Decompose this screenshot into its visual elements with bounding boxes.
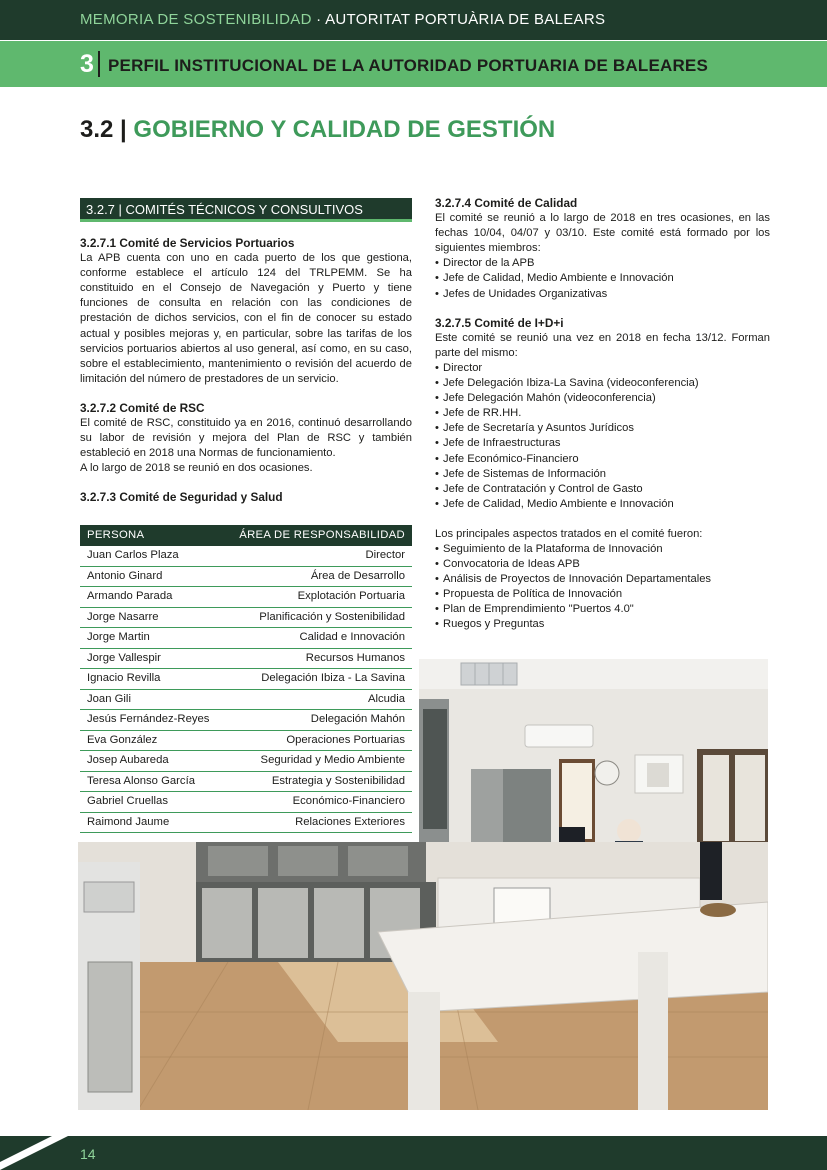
area-cell: Delegación Mahón xyxy=(310,713,405,725)
committee-2-body: El comité de RSC, constituido ya en 2016, continuó desarrollando su labor de revisión y mejora del Plan de RSC y también estableció en 2018 una Normas de funcionamiento. xyxy=(80,417,412,460)
idi-topic-item: • Convocatoria de Ideas APB xyxy=(435,557,770,572)
quality-member-item: • Director de la APB xyxy=(435,256,770,271)
column-person: PERSONA xyxy=(87,529,145,541)
table-row xyxy=(80,669,412,690)
committee-1-heading: 3.2.7.1 Comité de Servicios Portuarios xyxy=(80,236,295,250)
idi-member-item: • Jefe de Secretaría y Asuntos Jurídicos xyxy=(435,421,770,436)
authority-name: AUTORITAT PORTUÀRIA DE BALEARS xyxy=(325,11,606,28)
table-row xyxy=(80,690,412,711)
idi-member-item: • Jefe Delegación Mahón (videoconferencia) xyxy=(435,391,770,406)
committee-1-body: La APB cuenta con uno en cada puerto de los que gestiona, conforme establece el artículo 124 del TRLPEMM. Se ha constituido en el Consejo de Navegación y Puerto y tiene funciones de consulta en relación con las condiciones de prestación de dichos servicios, con el fin de conocer su estado actual y posibles mejoras y, en particular, sobre las tarifas de los servicios portuarios abiertos al uso general, así como, en su caso, sobre el establecimiento, mantenimiento o revisión del acuerdo de limitación del número de prestadores de un servicio. xyxy=(80,252,412,385)
area-cell: Seguridad y Medio Ambiente xyxy=(260,754,405,766)
area-cell: Planificación y Sostenibilidad xyxy=(259,610,405,623)
quality-member-item: • Jefe de Calidad, Medio Ambiente e Innovación xyxy=(435,271,770,286)
table-row xyxy=(80,772,412,793)
safety-committee-table xyxy=(80,525,412,833)
idi-member-item: • Jefe de Calidad, Medio Ambiente e Innovación xyxy=(435,497,770,512)
top-header-bar xyxy=(0,0,827,40)
table-row xyxy=(80,813,412,834)
person-cell: Antonio Ginard xyxy=(87,569,163,582)
section-number: 3.2 | xyxy=(80,116,127,143)
person-cell: Josep Aubareda xyxy=(87,754,169,766)
person-cell: Jesús Fernández-Reyes xyxy=(87,713,210,725)
table-row xyxy=(80,567,412,588)
idi-member-item: • Jefe de Sistemas de Información xyxy=(435,467,770,482)
idi-topics-list xyxy=(435,542,770,633)
office-photo-main xyxy=(78,842,768,1110)
committee-4-body: El comité se reunió a lo largo de 2018 en tres ocasiones, en las fechas 10/04, 04/07 y 03/10. Este comité está formado por los siguientes miembros: xyxy=(435,212,770,255)
committee-4-heading: 3.2.7.4 Comité de Calidad xyxy=(435,196,578,210)
right-column xyxy=(435,196,770,633)
area-cell: Alcudia xyxy=(367,692,405,705)
column-area: ÁREA DE RESPONSABILIDAD xyxy=(239,529,405,541)
chapter-number: 3 xyxy=(80,50,94,78)
idi-topic-item: • Análisis de Proyectos de Innovación Departamentales xyxy=(435,572,770,587)
table-row xyxy=(80,608,412,629)
idi-member-item: • Jefe de RR.HH. xyxy=(435,406,770,421)
idi-topic-item: • Ruegos y Preguntas xyxy=(435,617,770,632)
area-cell: Estrategia y Sostenibilidad xyxy=(271,774,405,787)
idi-member-item: • Jefe de Contratación y Control de Gasto xyxy=(435,482,770,497)
footer-accent xyxy=(0,1136,90,1170)
idi-topic-item: • Plan de Emprendimiento "Puertos 4.0" xyxy=(435,602,770,617)
area-cell: Recursos Humanos xyxy=(305,651,405,664)
table-row xyxy=(80,546,412,567)
committee-2-body-2: A lo largo de 2018 se reunió en dos ocasiones. xyxy=(80,462,313,475)
table-header xyxy=(80,525,412,546)
idi-member-item: • Director xyxy=(435,361,770,376)
table-row xyxy=(80,751,412,772)
topics-intro: Los principales aspectos tratados en el comité fueron: xyxy=(435,527,703,540)
idi-member-item: • Jefe Económico-Financiero xyxy=(435,452,770,467)
person-cell: Joan Gili xyxy=(87,692,131,705)
table-row xyxy=(80,628,412,649)
area-cell: Delegación Ibiza - La Savina xyxy=(261,672,405,684)
table-row xyxy=(80,587,412,608)
person-cell: Jorge Martin xyxy=(87,631,150,643)
table-body xyxy=(80,546,412,833)
person-cell: Ignacio Revilla xyxy=(87,672,161,684)
table-row xyxy=(80,710,412,731)
committee-5-heading: 3.2.7.5 Comité de I+D+i xyxy=(435,315,564,330)
person-cell: Juan Carlos Plaza xyxy=(87,549,179,561)
area-cell: Calidad e Innovación xyxy=(299,631,405,643)
idi-member-item: • Jefe de Infraestructuras xyxy=(435,436,770,451)
committee-2-heading: 3.2.7.2 Comité de RSC xyxy=(80,400,205,415)
person-cell: Jorge Vallespir xyxy=(87,651,161,664)
table-row xyxy=(80,792,412,813)
chapter-title: PERFIL INSTITUCIONAL DE LA AUTORIDAD PORTUARIA DE BALEARES xyxy=(108,56,709,75)
page-number: 14 xyxy=(80,1146,96,1162)
office-photo-main-image xyxy=(78,842,768,1110)
area-cell: Área de Desarrollo xyxy=(310,569,405,582)
chapter-bar xyxy=(0,41,827,87)
quality-members-list xyxy=(435,256,770,301)
person-cell: Armando Parada xyxy=(87,590,173,602)
report-title xyxy=(80,11,605,28)
quality-member-item: • Jefes de Unidades Organizativas xyxy=(435,287,770,302)
idi-members-list xyxy=(435,361,770,512)
table-row xyxy=(80,649,412,670)
person-cell: Eva González xyxy=(87,733,158,746)
area-cell: Operaciones Portuarias xyxy=(286,733,405,746)
committee-3-heading: 3.2.7.3 Comité de Seguridad y Salud xyxy=(80,490,283,505)
area-cell: Relaciones Exteriores xyxy=(295,815,405,828)
section-name: GOBIERNO Y CALIDAD DE GESTIÓN xyxy=(133,116,556,143)
person-cell: Gabriel Cruellas xyxy=(87,795,168,807)
area-cell: Director xyxy=(365,549,405,561)
header-separator: · xyxy=(311,11,326,28)
idi-member-item: • Jefe Delegación Ibiza-La Savina (videoconferencia) xyxy=(435,376,770,391)
section-title xyxy=(80,116,555,144)
committee-5-body: Este comité se reunió una vez en 2018 en fecha 13/12. Forman parte del mismo: xyxy=(435,331,770,359)
subsection-header: 3.2.7 | COMITÉS TÉCNICOS Y CONSULTIVOS xyxy=(80,198,412,222)
report-name: MEMORIA DE SOSTENIBILIDAD xyxy=(80,11,312,28)
left-column xyxy=(80,198,412,506)
office-photo-upper xyxy=(419,659,768,843)
area-cell: Económico-Financiero xyxy=(292,795,405,807)
area-cell: Explotación Portuaria xyxy=(297,590,405,602)
footer-bar xyxy=(0,1136,827,1170)
table-row xyxy=(80,731,412,752)
chapter-divider xyxy=(98,51,100,77)
person-cell: Raimond Jaume xyxy=(87,815,170,828)
idi-topic-item: • Seguimiento de la Plataforma de Innovación xyxy=(435,542,770,557)
person-cell: Jorge Nasarre xyxy=(87,610,159,623)
idi-topic-item: • Propuesta de Política de Innovación xyxy=(435,587,770,602)
office-photo-upper-image xyxy=(419,659,768,843)
person-cell: Teresa Alonso García xyxy=(87,774,196,787)
